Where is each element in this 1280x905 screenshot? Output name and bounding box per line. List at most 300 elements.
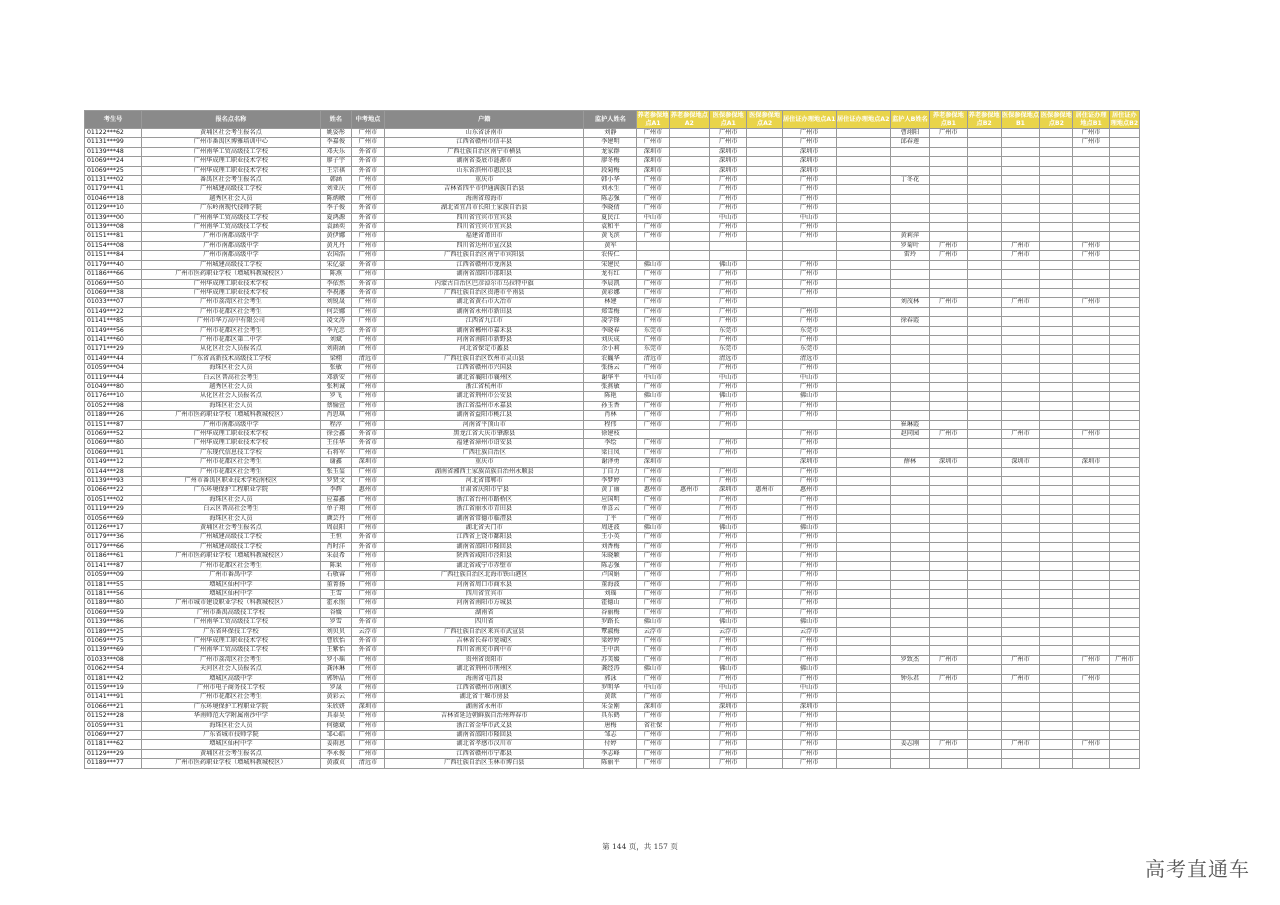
table-cell: 广州市 (782, 561, 836, 570)
table-cell (747, 740, 782, 749)
table-cell (967, 317, 1001, 326)
table-row (85, 458, 1140, 467)
table-cell (1040, 373, 1073, 382)
table-cell (747, 674, 782, 683)
table-cell: 广州华成理工职业技术学校 (142, 157, 321, 166)
table-cell (669, 317, 709, 326)
table-cell (1040, 364, 1073, 373)
table-cell (1073, 589, 1109, 598)
table-cell: 郭钟晶 (320, 674, 351, 683)
table-cell (1109, 505, 1139, 514)
table-cell (1073, 448, 1109, 457)
table-cell (967, 618, 1001, 627)
table-cell: 深圳市 (1073, 458, 1109, 467)
table-cell (1001, 138, 1039, 147)
table-row (85, 533, 1140, 542)
table-cell (669, 589, 709, 598)
table-cell: 深圳市 (782, 166, 836, 175)
table-cell: 广州市 (782, 693, 836, 702)
table-row (85, 298, 1140, 307)
table-cell: 广州市 (710, 542, 747, 551)
table-cell: 黄埔区社会考生报名点 (142, 749, 321, 758)
table-cell (1001, 260, 1039, 269)
table-row (85, 655, 1140, 664)
table-cell (1073, 147, 1109, 156)
table-cell: 何芸娜 (320, 307, 351, 316)
table-cell (747, 514, 782, 523)
table-cell (1001, 599, 1039, 608)
table-cell: 广州市 (782, 674, 836, 683)
table-cell: 湖北省荆州市荆州区 (385, 665, 584, 674)
table-cell (967, 401, 1001, 410)
table-cell (930, 759, 967, 768)
table-cell (747, 204, 782, 213)
table-cell (967, 693, 1001, 702)
table-body (85, 129, 1140, 769)
table-cell: 农国浩 (320, 251, 351, 260)
table-cell (1001, 232, 1039, 241)
table-cell: 海珠区社会人员 (142, 364, 321, 373)
table-row (85, 364, 1140, 373)
table-cell (669, 448, 709, 457)
table-cell (669, 430, 709, 439)
table-cell: 广州市花都区社会考生 (142, 326, 321, 335)
table-cell (1109, 129, 1139, 138)
table-cell (1001, 364, 1039, 373)
table-row (85, 514, 1140, 523)
table-cell (747, 251, 782, 260)
table-cell: 东莞市 (782, 345, 836, 354)
table-cell (1073, 683, 1109, 692)
table-cell (1040, 288, 1073, 297)
table-cell (1073, 185, 1109, 194)
table-cell (1073, 373, 1109, 382)
table-cell (747, 458, 782, 467)
table-cell (930, 194, 967, 203)
table-cell: 罗飞 (320, 392, 351, 401)
table-cell: 罗路长 (584, 618, 637, 627)
table-cell (967, 147, 1001, 156)
table-cell (967, 467, 1001, 476)
table-cell (890, 702, 929, 711)
table-cell (930, 326, 967, 335)
table-cell: 外省市 (351, 147, 384, 156)
table-cell: 李子俊 (320, 204, 351, 213)
table-cell: 广州市 (930, 740, 967, 749)
table-cell (890, 505, 929, 514)
table-cell (747, 552, 782, 561)
table-cell: 罗雪 (320, 618, 351, 627)
table-cell: 广州城建高级技工学校 (142, 185, 321, 194)
table-cell (836, 439, 890, 448)
table-cell (1001, 467, 1039, 476)
table-cell (836, 401, 890, 410)
table-cell: 广州华成理工职业技术学校 (142, 430, 321, 439)
table-cell (836, 176, 890, 185)
table-cell (967, 731, 1001, 740)
table-cell: 佛山市 (710, 618, 747, 627)
table-cell (1109, 665, 1139, 674)
table-cell (930, 665, 967, 674)
table-cell (1040, 542, 1073, 551)
table-cell: 广东岭南现代技师学院 (142, 204, 321, 213)
table-cell: 李晨凯 (584, 279, 637, 288)
table-cell (669, 721, 709, 730)
table-cell: 01069***25 (85, 166, 142, 175)
table-cell (836, 411, 890, 420)
col-header: 居住证办理地点B1 (1073, 111, 1109, 129)
table-cell: 外省市 (351, 636, 384, 645)
table-cell: 01159***19 (85, 683, 142, 692)
table-cell: 程淳 (320, 420, 351, 429)
table-cell: 广州市 (637, 364, 669, 373)
table-cell: 龚经涛 (584, 665, 637, 674)
table-cell: 广州市 (782, 279, 836, 288)
table-row (85, 430, 1140, 439)
table-cell: 广州市 (351, 674, 384, 683)
table-cell (930, 382, 967, 391)
table-cell: 孙玉香 (584, 401, 637, 410)
table-cell (890, 665, 929, 674)
table-cell (1001, 194, 1039, 203)
table-cell: 江西省赣州市宁都县 (385, 749, 584, 758)
table-cell (747, 335, 782, 344)
table-cell (747, 401, 782, 410)
table-cell (967, 524, 1001, 533)
table-cell: 广州市 (637, 288, 669, 297)
table-cell: 广州市 (637, 693, 669, 702)
table-cell: 广州南华工贸高级技工学校 (142, 223, 321, 232)
table-cell: 01139***86 (85, 618, 142, 627)
table-cell (669, 505, 709, 514)
table-cell: 外省市 (351, 646, 384, 655)
table-cell: 广州市 (710, 749, 747, 758)
table-cell (930, 392, 967, 401)
table-cell: 广州市 (351, 241, 384, 250)
table-cell: 广州市 (782, 307, 836, 316)
table-cell (1040, 524, 1073, 533)
table-cell (890, 166, 929, 175)
table-cell: 01176***10 (85, 392, 142, 401)
table-cell (1040, 495, 1073, 504)
table-cell: 四川省宜宾市宜宾县 (385, 223, 584, 232)
table-cell (967, 608, 1001, 617)
table-cell: 佛山市 (637, 618, 669, 627)
table-cell (1040, 646, 1073, 655)
table-cell (967, 354, 1001, 363)
table-cell (930, 147, 967, 156)
table-cell (1073, 176, 1109, 185)
table-cell (1040, 627, 1073, 636)
table-cell: 广州市 (351, 420, 384, 429)
table-cell (747, 533, 782, 542)
table-row (85, 176, 1140, 185)
table-cell (1001, 561, 1039, 570)
table-row (85, 702, 1140, 711)
table-cell: 01186***61 (85, 552, 142, 561)
table-row (85, 392, 1140, 401)
table-cell (1109, 194, 1139, 203)
table-cell (747, 524, 782, 533)
table-cell (890, 288, 929, 297)
table-cell: 湖北省宜昌市长阳土家族自治县 (385, 204, 584, 213)
table-cell: 湖南省益阳市桃江县 (385, 411, 584, 420)
table-cell (930, 176, 967, 185)
table-row (85, 749, 1140, 758)
table-cell: 广州市 (930, 655, 967, 664)
table-cell (747, 157, 782, 166)
table-cell: 广州市 (637, 401, 669, 410)
table-cell: 广州市 (1073, 430, 1109, 439)
table-cell: 黄莉萍 (890, 232, 929, 241)
data-sheet (84, 110, 1140, 769)
table-cell (1001, 712, 1039, 721)
table-cell: 广西壮族自治区南宁市宾阳县 (385, 251, 584, 260)
table-cell (890, 213, 929, 222)
table-cell: 01189***77 (85, 759, 142, 768)
table-cell (836, 204, 890, 213)
table-row (85, 486, 1140, 495)
table-cell (930, 712, 967, 721)
table-cell: 王雪 (320, 589, 351, 598)
table-cell (669, 129, 709, 138)
table-cell (1040, 599, 1073, 608)
table-cell: 广州市 (351, 335, 384, 344)
table-cell: 广州市医药职业学校（增城科教城校区） (142, 759, 321, 768)
table-row (85, 542, 1140, 551)
table-cell (930, 608, 967, 617)
table-cell (782, 298, 836, 307)
table-cell (1109, 354, 1139, 363)
col-header: 养老参保地点A1 (637, 111, 669, 127)
table-row (85, 665, 1140, 674)
table-row (85, 759, 1140, 768)
table-cell: 广州市 (710, 731, 747, 740)
table-cell (1073, 439, 1109, 448)
table-cell: 广州华成理工职业技术学校 (142, 439, 321, 448)
table-cell (930, 354, 967, 363)
table-cell (669, 373, 709, 382)
table-cell: 浙江省丽水市青田县 (385, 505, 584, 514)
table-cell: 01046***18 (85, 194, 142, 203)
table-cell: 罗小瑶 (320, 655, 351, 664)
table-cell: 广州华成理工职业技术学校 (142, 166, 321, 175)
table-cell (1040, 279, 1073, 288)
table-cell (1073, 420, 1109, 429)
table-cell: 河南省南阳市方城县 (385, 599, 584, 608)
table-cell: 01069***38 (85, 288, 142, 297)
table-cell: 广州市 (710, 317, 747, 326)
table-cell: 01069***59 (85, 608, 142, 617)
table-cell (669, 401, 709, 410)
table-cell: 广州城建高级技工学校 (142, 533, 321, 542)
table-cell: 浙江省杭州市 (385, 382, 584, 391)
table-cell (836, 580, 890, 589)
table-cell (967, 157, 1001, 166)
table-cell (1040, 589, 1073, 598)
table-cell (836, 458, 890, 467)
table-cell (1001, 552, 1039, 561)
table-cell: 王紫怡 (320, 646, 351, 655)
table-cell: 余小莉 (584, 345, 637, 354)
table-cell: 张玉玺 (320, 467, 351, 476)
table-cell: 佛山市 (710, 392, 747, 401)
table-cell (1109, 326, 1139, 335)
table-cell: 石敬睿 (320, 571, 351, 580)
table-cell: 中山市 (782, 683, 836, 692)
table-cell: 广州市 (782, 129, 836, 138)
table-cell (836, 702, 890, 711)
table-cell (747, 655, 782, 664)
table-cell (1073, 627, 1109, 636)
table-cell: 单子翔 (320, 505, 351, 514)
table-cell (967, 213, 1001, 222)
table-row (85, 731, 1140, 740)
table-cell: 外省市 (351, 166, 384, 175)
table-cell (1001, 608, 1039, 617)
table-cell: 佛山市 (637, 665, 669, 674)
table-cell: 陈志强 (584, 561, 637, 570)
table-cell: 广州市 (351, 608, 384, 617)
table-cell (930, 270, 967, 279)
table-cell: 霍永照 (320, 599, 351, 608)
table-cell (747, 665, 782, 674)
table-cell (967, 166, 1001, 175)
table-cell (836, 364, 890, 373)
table-cell (930, 204, 967, 213)
table-cell: 01151***81 (85, 232, 142, 241)
table-cell: 陈丽平 (584, 759, 637, 768)
table-cell (1040, 533, 1073, 542)
table-cell: 邱春莲 (890, 138, 929, 147)
table-cell: 付婷 (584, 740, 637, 749)
table-cell: 深圳市 (710, 147, 747, 156)
table-cell: 李梦婷 (584, 477, 637, 486)
table-cell: 广州市 (351, 561, 384, 570)
table-cell (890, 618, 929, 627)
table-cell (1109, 495, 1139, 504)
table-cell (669, 326, 709, 335)
table-cell: 广州市 (710, 138, 747, 147)
table-cell: 广州市 (351, 251, 384, 260)
table-cell: 广州市 (351, 589, 384, 598)
table-cell: 01152***28 (85, 712, 142, 721)
table-cell (1109, 467, 1139, 476)
table-cell (669, 307, 709, 316)
table-cell: 苏美媛 (584, 655, 637, 664)
table-cell (747, 213, 782, 222)
table-cell (967, 599, 1001, 608)
table-cell: 广州市 (637, 176, 669, 185)
table-cell: 广州市 (1001, 241, 1039, 250)
table-cell (1109, 448, 1139, 457)
table-cell: 广州市 (782, 571, 836, 580)
table-cell (1001, 731, 1039, 740)
col-header: 居住证办理地点A2 (836, 111, 890, 129)
table-cell (1001, 392, 1039, 401)
table-cell (1040, 138, 1073, 147)
table-cell (1073, 524, 1109, 533)
table-cell (836, 166, 890, 175)
table-cell (967, 251, 1001, 260)
table-cell (836, 608, 890, 617)
table-cell: 张扬云 (584, 364, 637, 373)
table-cell (637, 430, 669, 439)
table-cell: 广州市 (782, 467, 836, 476)
table-cell: 外省市 (351, 288, 384, 297)
table-cell (1073, 721, 1109, 730)
table-row (85, 288, 1140, 297)
table-cell (836, 213, 890, 222)
table-cell: 湖北省十堰市房县 (385, 693, 584, 702)
table-cell: 邓天乐 (320, 147, 351, 156)
table-cell: 01151***84 (85, 251, 142, 260)
table-cell (890, 608, 929, 617)
table-cell: 广州市 (637, 646, 669, 655)
table-cell: 姚姿彤 (320, 129, 351, 138)
table-row (85, 232, 1140, 241)
table-cell: 广州市 (710, 411, 747, 420)
table-cell: 广州市 (710, 636, 747, 645)
table-cell: 广州市 (1073, 655, 1109, 664)
table-cell (1073, 608, 1109, 617)
table-cell: 黄军 (584, 241, 637, 250)
table-cell: 广州市 (710, 552, 747, 561)
table-cell (930, 731, 967, 740)
table-cell: 邹志 (584, 731, 637, 740)
table-cell (1073, 157, 1109, 166)
table-cell: 黄埔区社会考生报名点 (142, 129, 321, 138)
table-cell: 广州市 (351, 270, 384, 279)
table-cell: 内蒙古自治区巴彦淖尔市乌拉特中旗 (385, 279, 584, 288)
table-cell (747, 411, 782, 420)
table-cell (1073, 618, 1109, 627)
table-cell (1109, 683, 1139, 692)
table-cell (1001, 448, 1039, 457)
table-cell: 广州市 (710, 759, 747, 768)
table-cell: 01149***56 (85, 326, 142, 335)
table-cell: 广州市花都区社会考生 (142, 458, 321, 467)
table-cell (1001, 693, 1039, 702)
table-cell (967, 495, 1001, 504)
table-cell: 01069***27 (85, 731, 142, 740)
table-cell: 广州市 (637, 749, 669, 758)
table-cell: 梁日凤 (584, 448, 637, 457)
table-cell: 深圳市 (637, 166, 669, 175)
table-cell: 广州市 (782, 364, 836, 373)
table-cell (836, 448, 890, 457)
table-cell: 袁和平 (584, 223, 637, 232)
table-cell (1109, 430, 1139, 439)
table-cell (1073, 702, 1109, 711)
table-cell (836, 241, 890, 250)
table-cell (1073, 571, 1109, 580)
table-cell (1040, 665, 1073, 674)
table-cell: 广州市医药职业学校（增城科教城校区） (142, 270, 321, 279)
table-cell (836, 759, 890, 768)
table-cell (669, 194, 709, 203)
table-row (85, 618, 1140, 627)
table-cell: 01139***69 (85, 646, 142, 655)
table-cell (1001, 721, 1039, 730)
table-cell (967, 420, 1001, 429)
table-cell: 刘静 (584, 129, 637, 138)
table-cell (1040, 270, 1073, 279)
table-cell (1001, 618, 1039, 627)
table-cell: 罗致杰 (890, 655, 929, 664)
table-cell: 01151***87 (85, 420, 142, 429)
table-cell (747, 392, 782, 401)
